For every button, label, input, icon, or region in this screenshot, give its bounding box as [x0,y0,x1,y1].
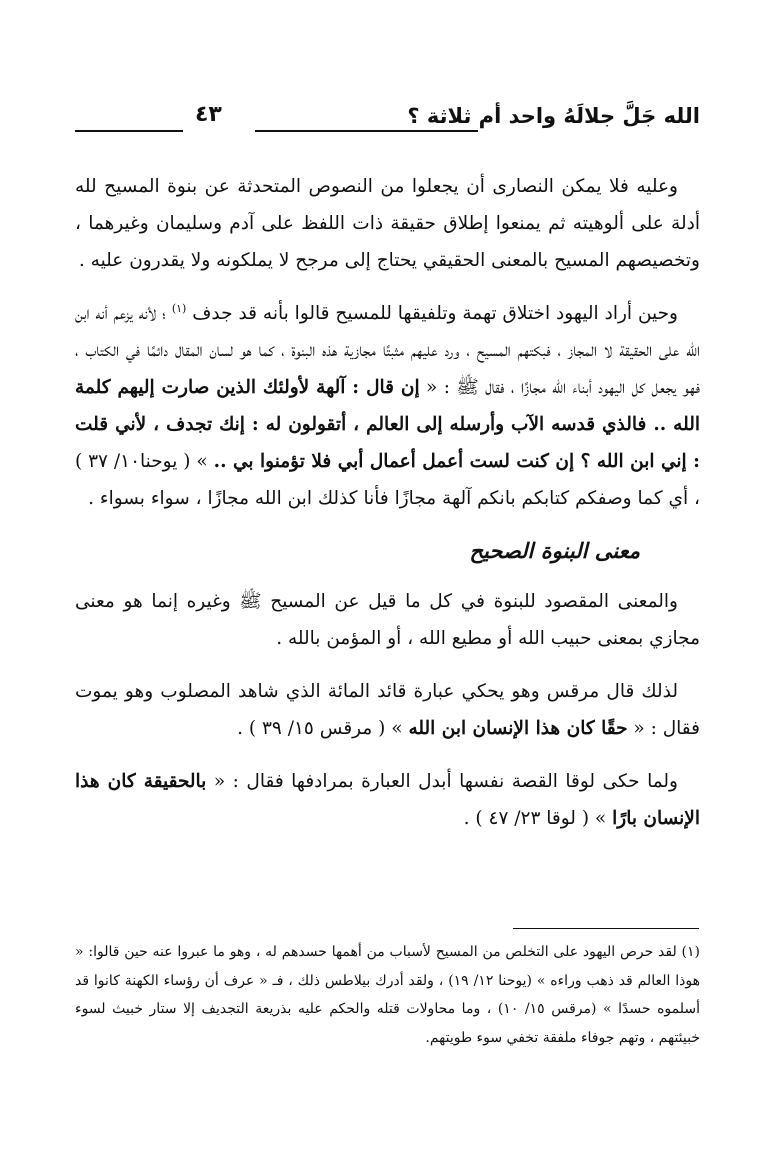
paragraph-1: وعليه فلا يمكن النصارى أن يجعلوا من النصوص المتحدثة عن بنوة المسيح لله أدلة على ألوهيته ثم يمنعوا إطلاق حقيقة ذات اللفظ على آدم وسليمان وغيرهما ، وتخصيصهم المسيح بالمعنى الحقيقي يحتاج إلى مرجح لا يملكونه ولا يقدرون عليه . [75,176,700,271]
header-rule-short [75,130,183,132]
paragraph-3: والمعنى المقصود للبنوة في كل ما قيل عن المسيح ﷺ وغيره إنما هو معنى مجازي بمعنى حبيب الله أو مطيع الله ، أو المؤمن بالله . [75,591,700,649]
footnotes [75,938,700,1052]
paragraph-2-text-b: ؛ لأنه يزعم أنه ابن الله على الحقيقة لا المجاز ، فبكتهم المسيح ، ورد عليهم مثبتًا مجازية هذه البنوة ، كما هو لسان المقال دائمًا في الكتاب ، فهو يجعل كل اليهود أبناء الله مجازًا ، فقال ﷺ : « [75,303,701,398]
page-number: ٤٣ [195,102,222,127]
paragraph-2-text-c: » ( يوحنا١٠/ ٣٧ ) ، أي كما وصفكم كتابكم بانكم آلهة مجازًا فأنا كذلك ابن الله مجازًا ، سواء بسواء . [75,451,700,509]
quote-luke: بالحقيقة كان هذا الإنسان بارًا [75,771,700,829]
footnote-1: (١) لقد حرص اليهود على التخلص من المسيح لأسباب من أهمها حسدهم له ، وهو ما عبروا عنه حين قالوا: « هوذا العالم قد ذهب وراءه » (يوحنا ١٢/ ١٩) ، ولقد أدرك بيلاطس ذلك ، فـ « عرف أن رؤساء الكهنة كانوا قد أسلموه حسدًا » (مرقس ١٥/ ١٠) ، وما محاولات قتله والحكم عليه بذريعة التجديف إلا ستار خبيث لسوء خبيئتهم ، وتهم جوفاء ملفقة تخفي سوء طويتهم. [75,944,700,1046]
paragraph-4-text-b: » ( مرقس ١٥/ ٣٩ ) . [237,718,409,739]
paragraph-5 [75,763,700,837]
page-header [75,100,700,140]
section-heading: معنى البنوة الصحيح [469,539,640,563]
header-rule [255,130,478,132]
paragraph-4-text-a: لذلك قال مرقس وهو يحكي عبارة قائد المائة الذي شاهد المصلوب وهو يموت فقال : « [75,681,700,739]
paragraph-4 [75,673,700,747]
footnote-reference[interactable]: (١) [171,301,187,315]
paragraph-2 [75,295,700,517]
paragraph-5-text-b: » ( لوقا ٢٣/ ٤٧ ) . [463,808,613,829]
paragraph-2-text-a: وحين أراد اليهود اختلاق تهمة وتلفيقها للمسيح قالوا بأنه قد جدف [192,303,678,324]
paragraph-5-text-a: ولما حكى لوقا القصة نفسها أبدل العبارة بمرادفها فقال : « [206,771,678,792]
quote-john: إن قال : آلهة لأولئك الذين صارت إليهم كلمة الله .. فالذي قدسه الآب وأرسله إلى العالم ، أتقولون له : إنك تجدف ، لأني قلت : إني ابن الله ؟ إن كنت لست أعمل أعمال أبي فلا تؤمنوا بي .. [75,377,700,472]
running-title: الله جَلَّ جلالَهُ واحد أم ثلاثة ؟ [407,104,700,128]
footnote-separator [513,928,699,929]
main-text [75,168,700,853]
quote-mark: حقًا كان هذا الإنسان ابن الله [408,718,628,739]
